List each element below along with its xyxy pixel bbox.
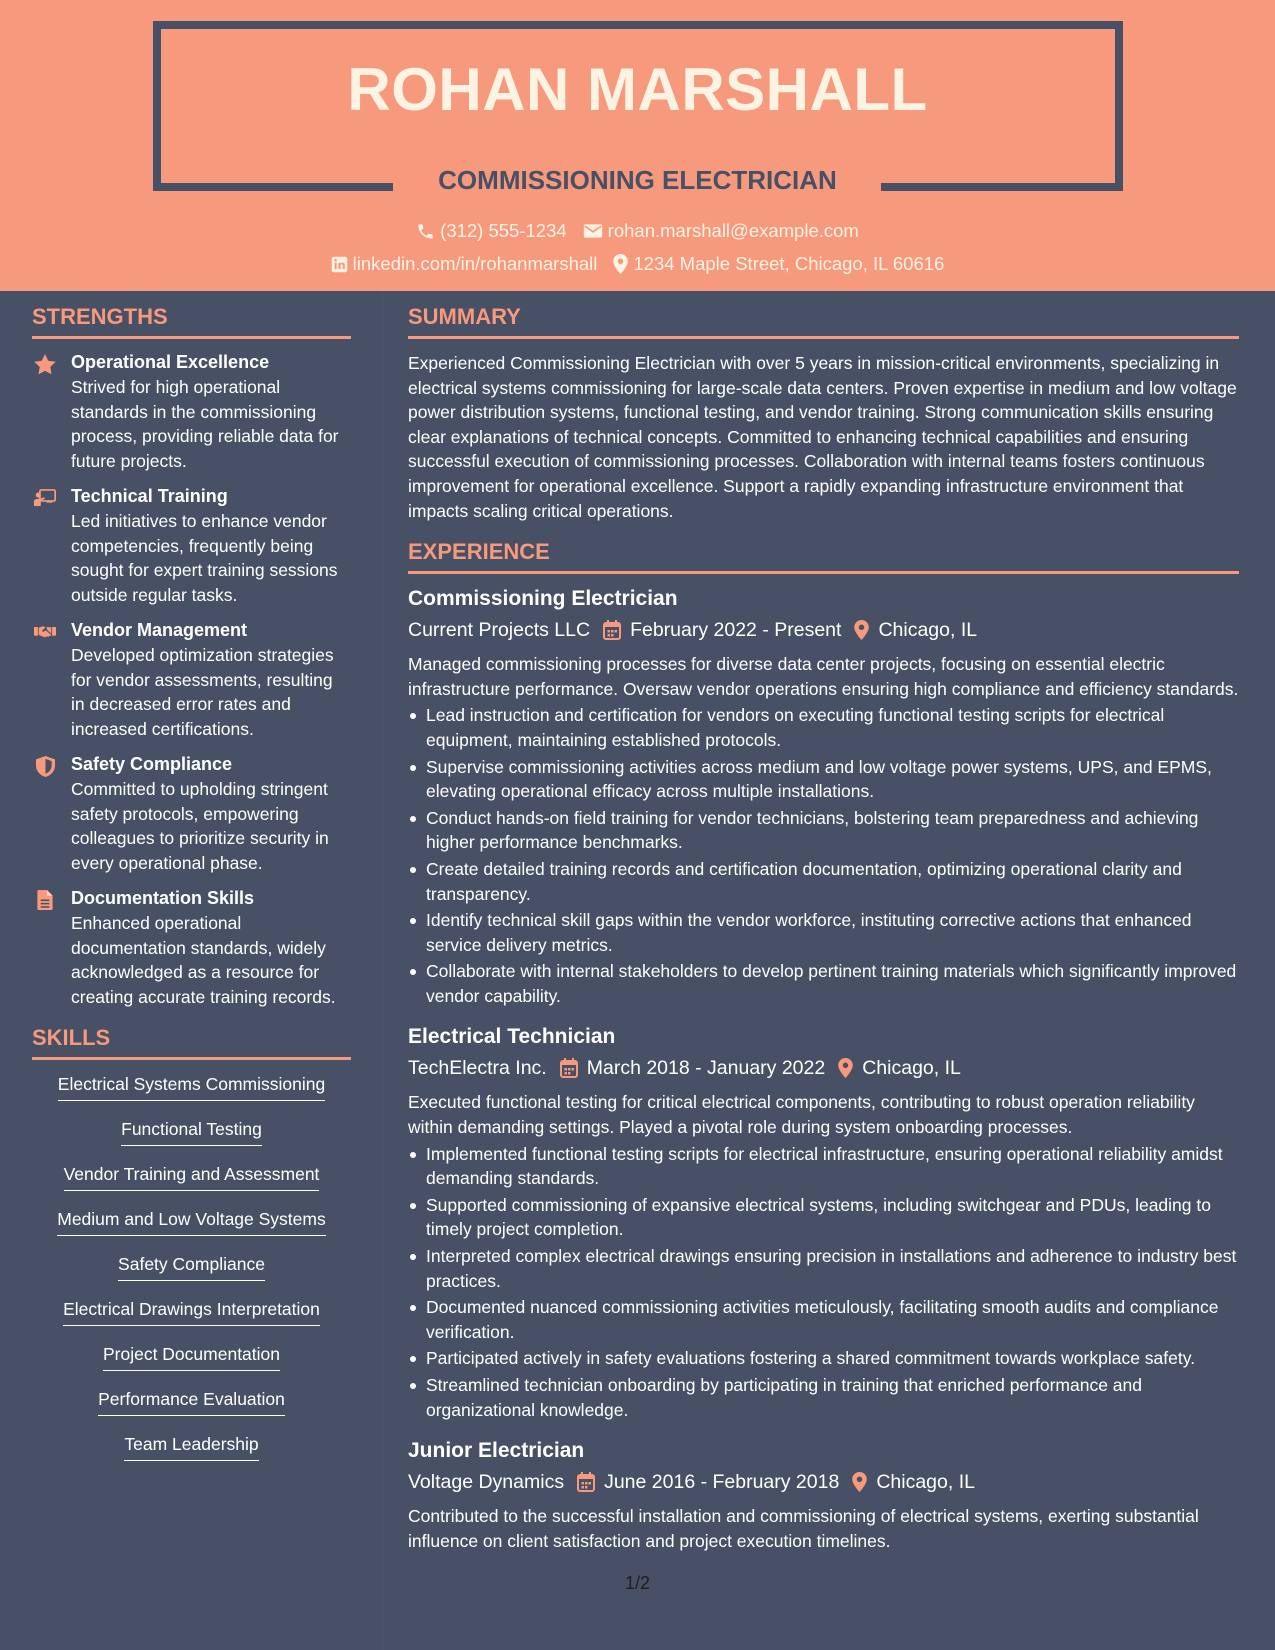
candidate-name: ROHAN MARSHALL [347, 56, 928, 123]
job-company: TechElectra Inc. [408, 1057, 547, 1080]
strength-description: Developed optimization strategies for vendor assessments, resulting in decreased error rates and increased certifications. [71, 645, 334, 739]
skill-label: Project Documentation [103, 1343, 280, 1371]
linkedin-icon [331, 256, 348, 273]
skill-label: Safety Compliance [118, 1253, 265, 1281]
skill-label: Team Leadership [124, 1433, 258, 1461]
contact-email-text: rohan.marshall@example.com [607, 220, 859, 241]
calendar-icon [577, 1472, 595, 1492]
job-bullet: Documented nuanced commissioning activities meticulously, facilitating smooth audits and compliance verification. [408, 1295, 1239, 1344]
contact-row-2 [0, 253, 1275, 275]
strength-item [32, 619, 351, 741]
skill-item [32, 1118, 351, 1150]
map-pin-icon [838, 1058, 853, 1078]
job-bullet: Lead instruction and certification for vendors on executing functional testing scripts for electrical equipment, maintaining established protocols. [408, 703, 1239, 752]
skill-item [32, 1073, 351, 1105]
strengths-heading: STRENGTHS [32, 306, 351, 339]
shield-icon [34, 756, 56, 776]
resume-header [0, 0, 1275, 291]
job-description: Contributed to the successful installation and commissioning of electrical systems, exerting substantial influence on client satisfaction and project execution timelines. [408, 1506, 1199, 1551]
star-icon [34, 354, 56, 374]
strength-item [32, 351, 351, 473]
experience-heading: EXPERIENCE [408, 541, 1239, 574]
skill-label: Performance Evaluation [98, 1388, 285, 1416]
skill-item [32, 1343, 351, 1375]
skill-label: Electrical Drawings Interpretation [63, 1298, 320, 1326]
strength-title: Operational Excellence [71, 352, 270, 372]
skills-heading: SKILLS [32, 1027, 351, 1060]
strength-description: Enhanced operational documentation standards, widely acknowledged as a resource for creating accurate training records. [71, 913, 336, 1007]
presentation-icon [34, 488, 56, 508]
strength-title: Documentation Skills [71, 888, 255, 908]
phone-icon [416, 222, 435, 241]
job-dates: June 2016 - February 2018 [604, 1471, 840, 1494]
job-entry [408, 1024, 1239, 1422]
strength-title: Safety Compliance [71, 754, 233, 774]
job-company: Current Projects LLC [408, 619, 591, 642]
job-bullet: Supervise commissioning activities across medium and low voltage power systems, UPS, and EPMS, elevating operational efficacy across multiple installations. [408, 755, 1239, 804]
job-location: Chicago, IL [878, 619, 978, 642]
skill-item [32, 1163, 351, 1195]
strength-item [32, 485, 351, 607]
summary-text: Experienced Commissioning Electrician with over 5 years in mission-critical environments, specializing in electrical systems commissioning for large-scale data centers. Proven expertise in medium and low voltage power distribution systems, functional testing, and vendor training. Strong communication skills ensuring clear explanations of technical concepts. Committed to enhancing technical capabilities and ensuring successful execution of commissioning processes. Collaboration with internal teams fosters continuous improvement for operational excellence. Support a rapidly expanding infrastructure environment that impacts scaling critical operations. [408, 353, 1237, 521]
skill-item [32, 1433, 351, 1465]
job-bullet: Create detailed training records and certification documentation, optimizing operational clarity and transparency. [408, 857, 1239, 906]
job-bullet: Implemented functional testing scripts for electrical infrastructure, ensuring operational reliability amidst demanding standards. [408, 1142, 1239, 1191]
skill-label: Vendor Training and Assessment [64, 1163, 320, 1191]
strength-description: Committed to upholding stringent safety protocols, empowering colleagues to prioritize security in every operational phase. [71, 779, 329, 873]
calendar-icon [560, 1058, 578, 1078]
job-dates: February 2022 - Present [630, 619, 842, 642]
skill-item [32, 1298, 351, 1330]
strength-item [32, 887, 351, 1009]
contact-row-1 [0, 220, 1275, 242]
strength-title: Vendor Management [71, 620, 248, 640]
strength-description: Strived for high operational standards in the commissioning process, providing reliable data for future projects. [71, 377, 339, 471]
job-description: Executed functional testing for critical electrical components, contributing to robust operation reliability within demanding settings. Played a pivotal role during system onboarding processes. [408, 1092, 1195, 1138]
contact-linkedin-text: linkedin.com/in/rohanmarshall [352, 253, 598, 274]
job-bullets [408, 1142, 1239, 1423]
job-bullet: Participated actively in safety evaluations fostering a shared commitment towards workplace safety. [408, 1346, 1239, 1371]
job-company: Voltage Dynamics [408, 1471, 565, 1494]
summary-heading: SUMMARY [408, 306, 1239, 339]
job-bullet: Interpreted complex electrical drawings ensuring precision in installations and adherence to industry best practices. [408, 1244, 1239, 1293]
skill-label: Functional Testing [121, 1118, 262, 1146]
map-pin-icon [852, 1472, 867, 1492]
skill-label: Electrical Systems Commissioning [58, 1073, 325, 1101]
strength-title: Technical Training [71, 486, 228, 506]
skills-list [32, 1073, 351, 1465]
candidate-title: COMMISSIONING ELECTRICIAN [438, 165, 837, 195]
job-location: Chicago, IL [876, 1471, 975, 1494]
contact-address-text: 1234 Maple Street, Chicago, IL 60616 [633, 253, 945, 274]
contact-email[interactable] [583, 220, 859, 242]
job-dates: March 2018 - January 2022 [586, 1057, 826, 1080]
skill-label: Medium and Low Voltage Systems [57, 1208, 325, 1236]
map-pin-icon [613, 254, 628, 274]
handshake-icon [34, 622, 56, 642]
contact-address [613, 253, 944, 275]
job-entry [408, 586, 1239, 1008]
skill-item [32, 1253, 351, 1285]
job-bullets [408, 703, 1239, 1008]
document-icon [34, 890, 56, 910]
job-role: Commissioning Electrician [408, 587, 678, 611]
contact-phone-text: (312) 555-1234 [440, 220, 567, 241]
sidebar [32, 306, 351, 1465]
strength-item [32, 753, 351, 875]
contact-phone[interactable] [416, 220, 567, 242]
job-bullet: Identify technical skill gaps within the vendor workforce, instituting corrective actions that enhanced service delivery metrics. [408, 908, 1239, 957]
job-meta [408, 617, 1239, 643]
job-bullet: Streamlined technician onboarding by participating in training that enriched performance and organizational knowledge. [408, 1373, 1239, 1422]
job-bullet: Collaborate with internal stakeholders to develop pertinent training materials which significantly improved vendor capability. [408, 959, 1239, 1008]
calendar-icon [603, 620, 621, 640]
envelope-icon [583, 223, 603, 239]
contact-linkedin[interactable] [331, 253, 598, 275]
job-location: Chicago, IL [862, 1057, 961, 1080]
skills-section [32, 1027, 351, 1465]
skill-item [32, 1208, 351, 1240]
job-role: Electrical Technician [408, 1025, 616, 1049]
job-entry [408, 1438, 1239, 1553]
map-pin-icon [854, 620, 869, 640]
job-meta [408, 1055, 1239, 1081]
job-role: Junior Electrician [408, 1439, 585, 1463]
job-bullet: Conduct hands-on field training for vendor technicians, bolstering team preparedness and achieving higher performance benchmarks. [408, 806, 1239, 855]
page-number: 1/2 [624, 1573, 651, 1593]
job-meta [408, 1469, 1239, 1495]
skill-item [32, 1388, 351, 1420]
main-content [408, 306, 1239, 1569]
job-description: Managed commissioning processes for diverse data center projects, focusing on essential electric infrastructure performance. Oversaw vendor operations ensuring high compliance and efficiency standards. [408, 654, 1239, 699]
strength-description: Led initiatives to enhance vendor competencies, frequently being sought for expert training sessions outside regular tasks. [71, 511, 338, 605]
job-bullet: Supported commissioning of expansive electrical systems, including switchgear and PDUs, leading to timely project completion. [408, 1193, 1239, 1242]
column-divider [382, 291, 383, 1650]
